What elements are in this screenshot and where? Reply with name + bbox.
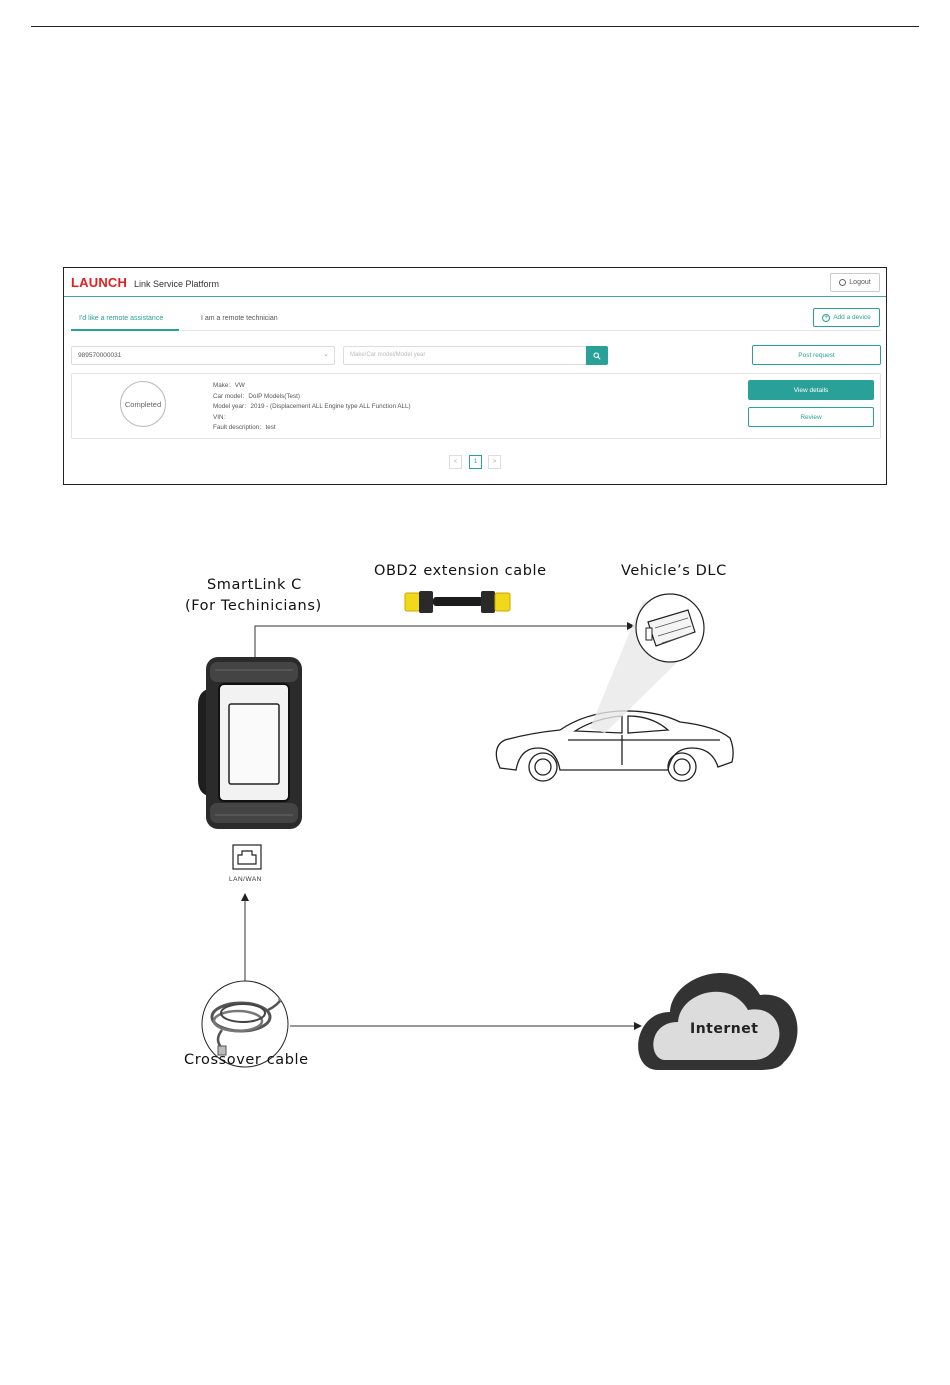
detail-model-year: Model year：2019 - (Displacement ALL Engine type ALL Function ALL) (213, 403, 411, 410)
view-details-button[interactable]: View details (748, 380, 874, 400)
tab-remote-assistance[interactable]: I'd like a remote assistance (79, 315, 164, 322)
search-placeholder: Make/Car model/Model year (350, 352, 426, 358)
dlc-label: Vehicle’s DLC (621, 563, 727, 579)
detail-fault: Fault description：test (213, 424, 276, 431)
brand-logo: LAUNCH (71, 275, 128, 290)
logout-label: Logout (849, 279, 871, 286)
status-badge: Completed (120, 381, 166, 427)
lan-port-icon (233, 845, 261, 869)
chevron-down-icon: ⌄ (323, 351, 329, 358)
plus-circle-icon: + (824, 313, 829, 321)
add-device-label: Add a device (833, 314, 871, 321)
obd2-cable-icon (405, 591, 510, 613)
smartlink-device-icon (198, 657, 302, 829)
brand-subtitle: Link Service Platform (134, 279, 220, 289)
smartlink-title: SmartLink C (207, 577, 302, 593)
obd-cable-label: OBD2 extension cable (374, 563, 547, 579)
page-current-button[interactable]: 1 (469, 455, 482, 469)
internet-label: Internet (690, 1021, 759, 1037)
crossover-cable-label: Crossover cable (184, 1052, 309, 1068)
smartlink-subtitle: (For Techinicians) (185, 598, 322, 614)
detail-vin: VIN： (213, 413, 230, 421)
page-next-button[interactable]: > (488, 455, 501, 469)
post-request-button[interactable]: Post request (752, 345, 881, 365)
tab-remote-technician[interactable]: I am a remote technician (201, 315, 278, 322)
device-select-value: 989570000031 (78, 352, 122, 359)
lan-wan-label: LAN/WAN (229, 876, 262, 883)
detail-make: Make：VW (213, 382, 245, 389)
detail-car-model: Car model：DoIP Models(Test) (213, 392, 301, 400)
device-to-dlc-arrow (255, 626, 634, 657)
page-prev-button[interactable]: < (449, 455, 462, 469)
review-button[interactable]: Review (748, 407, 874, 427)
